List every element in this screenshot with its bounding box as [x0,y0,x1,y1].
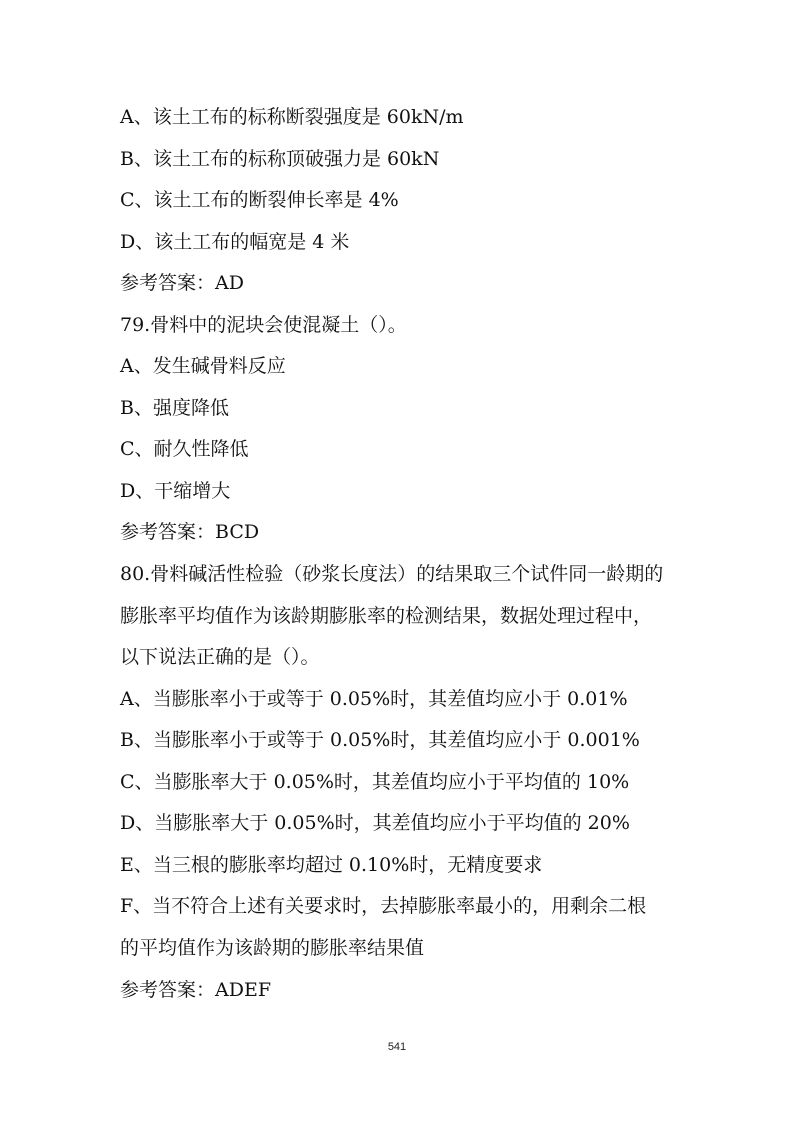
option-f-q80-line-1: F、当不符合上述有关要求时，去掉膨胀率最小的，用剩余二根 [120,895,647,917]
option-f-q80-line-2: 的平均值作为该龄期的膨胀率结果值 [120,937,425,959]
option-d-q79: D、干缩增大 [120,480,231,502]
option-e-q80: E、当三根的膨胀率均超过 0.10%时，无精度要求 [120,854,543,876]
question-79: 79.骨料中的泥块会使混凝土（）。 [120,314,407,336]
option-a-q79: A、发生碱骨料反应 [120,355,286,377]
answer-q78: 参考答案：AD [120,272,244,294]
option-a-q80: A、当膨胀率小于或等于 0.05%时，其差值均应小于 0.01% [120,688,628,710]
answer-q79: 参考答案：BCD [120,521,260,543]
question-80-line-1: 80.骨料碱活性检验（砂浆长度法）的结果取三个试件同一龄期的 [120,563,664,585]
option-b-q80: B、当膨胀率小于或等于 0.05%时，其差值均应小于 0.001% [120,729,640,751]
answer-q80: 参考答案：ADEF [120,979,272,1001]
option-a-q78: A、该土工布的标称断裂强度是 60kN/m [120,106,464,128]
option-c-q78: C、该土工布的断裂伸长率是 4% [120,189,399,211]
option-c-q80: C、当膨胀率大于 0.05%时，其差值均应小于平均值的 10% [120,771,630,793]
question-80-line-2: 膨胀率平均值作为该龄期膨胀率的检测结果，数据处理过程中， [120,605,653,627]
option-b-q78: B、该土工布的标称顶破强力是 60kN [120,148,440,170]
option-b-q79: B、强度降低 [120,397,229,419]
page-number: 541 [387,1041,407,1053]
option-d-q80: D、当膨胀率大于 0.05%时，其差值均应小于平均值的 20% [120,812,630,834]
option-c-q79: C、耐久性降低 [120,438,249,460]
question-80-line-3: 以下说法正确的是（）。 [120,646,320,668]
option-d-q78: D、该土工布的幅宽是 4 米 [120,231,350,253]
